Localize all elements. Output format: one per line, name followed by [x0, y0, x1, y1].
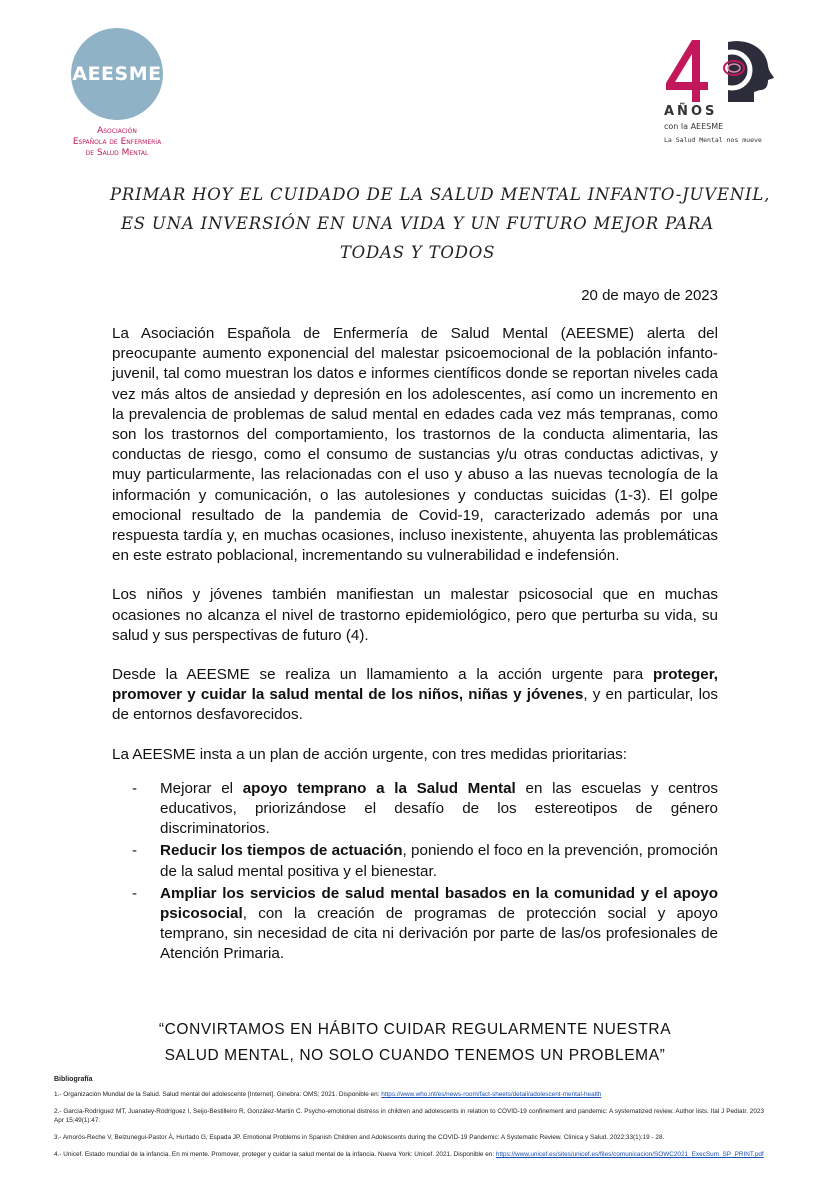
aeesme-logo-abbr: AEESME: [72, 63, 162, 85]
paragraph-1: La Asociación Española de Enfermería de Salud Mental (AEESME) alerta del preocupante aumento exponencial del malestar psicoemocional de la población infanto-juvenil, tal como muestran los datos e informes científicos donde se reportan niveles cada vez más altos de ansiedad y depresión en los adolescentes, así como un incremento en la prevalencia de problemas de salud mental en edades cada vez más tempranas, como son los trastornos del comportamiento, los trastornos de la conducta alimentaria, las conductas de riesgo, como el consumo de sustancias y/u otras conductas adictivas, y muy particularmente, las relacionadas con el uso y abuso a las nuevas tecnología de la información y comunicación, o las autolesiones y conductas suicidas (1-3). El golpe emocional resultado de la pandemia de Covid-19, caracterizado además por una respuesta tardía y, en muchas ocasiones, incluso inexistente, ahuyenta las problemáticas en este estrato poblacional, incrementando su vulnerabilidad e indefensión.: [112, 325, 718, 565]
document-date: 20 de mayo de 2023: [581, 287, 718, 304]
measure-text-post: , con la creación de programas de protección social y apoyo temprano, sin necesidad de cita ni derivación por parte de las/os profesionales de Atención Primaria.: [160, 905, 718, 963]
anniversary-logo: [662, 36, 782, 156]
paragraph-2: Los niños y jóvenes también manifiestan un malestar psicosocial que en muchas ocasiones no alcanza el nivel de trastorno epidemiológico, pero que perturba su vida, su salud y sus perspectivas de futuro (4).: [112, 586, 718, 644]
reference-item: [54, 1151, 764, 1159]
list-item: [112, 779, 718, 840]
paragraph-3-emphasis: proteger, promover y cuidar la salud mental de los niños, niñas y jóvenes: [112, 666, 718, 704]
bullet-dash: -: [132, 779, 138, 797]
reference-text: 2.- García-Rodríguez MT, Juanatey-Rodríguez I, Seijo-Bestilleiro R, González-Martin C. Psycho-emotional distress in children and adolescents in relation to COVID-19 confinement and pandemic: A systematized review. Author lists. Ital J Pediatr. 2023 Apr 15;49(1):47.: [54, 1108, 764, 1124]
bullet-dash: -: [132, 884, 138, 902]
paragraph-3-text-c: , y en particular, los de entornos desfavorecidos.: [112, 686, 718, 724]
reference-item: [54, 1108, 764, 1124]
aeesme-logo-line1: Asociación: [97, 126, 137, 136]
reference-item: [54, 1134, 764, 1142]
title-line-1: PRIMAR HOY EL CUIDADO DE LA SALUD MENTAL INFANTO-JUVENIL,: [110, 185, 771, 204]
title-line-2: ES UNA INVERSIÓN EN UNA VIDA Y UN FUTURO MEJOR PARA: [120, 214, 715, 233]
document-body: [112, 324, 718, 984]
anniversary-years: AÑOS: [664, 104, 718, 119]
aeesme-logo-name: [62, 126, 172, 159]
bibliography-heading: Bibliografía: [54, 1076, 93, 1083]
reference-link[interactable]: https://www.who.int/es/news-room/fact-sheets/detail/adolescent-mental-health: [381, 1091, 602, 1099]
bullet-dash: -: [132, 842, 138, 860]
reference-text: 3.- Amorós-Reche V, Belzunegui-Pastor À, Hurtado G, Espada JP. Emotional Problems in Spanish Children and Adolescents during the COVID-19 Pandemic: A Systematic Review. Clínica y Salud. 2022;33(1):19 - 28.: [54, 1133, 665, 1141]
list-item: [112, 841, 718, 881]
anniversary-tagline: La Salud Mental nos mueve: [664, 136, 762, 144]
paragraph-4: La AEESME insta a un plan de acción urgente, con tres medidas prioritarias:: [112, 745, 627, 763]
reference-text: 4.- Unicef. Estado mundial de la infancia. En mi mente. Promover, proteger y cuidar la salud mental de la infancia. Nueva York: Unicef. 2021. Disponible en:: [54, 1151, 496, 1159]
measure-text-pre: Mejorar el: [160, 779, 243, 797]
aeesme-logo-circle: [71, 28, 163, 120]
aeesme-logo-line2: Española de Enfermería: [72, 137, 162, 147]
measure-emphasis: Ampliar los servicios de salud mental basados en la comunidad y el apoyo psicosocial: [160, 884, 718, 923]
anniversary-with: con la AEESME: [664, 122, 724, 131]
anniversary-40-graphic: [662, 36, 782, 106]
aeesme-logo: [62, 28, 172, 159]
list-item: [112, 884, 718, 965]
closing-quote: [112, 1017, 718, 1069]
paragraph-3-text-a: Desde la AEESME se realiza un llamamiento a la acción urgente para: [112, 666, 654, 684]
measure-emphasis: Reducir los tiempos de actuación: [160, 842, 403, 860]
title-line-3: TODAS Y TODOS: [339, 243, 496, 262]
measure-emphasis: apoyo temprano a la Salud Mental: [242, 779, 516, 797]
quote-line-2: SALUD MENTAL, NO SOLO CUANDO TENEMOS UN PROBLEMA”: [164, 1047, 666, 1064]
document-title: [110, 180, 771, 267]
measure-text-post: en las escuelas y centros educativos, priorizándose el desafío de los estereotipos de género discriminatorios.: [160, 779, 718, 838]
paragraph-3: [112, 665, 718, 726]
bibliography: [54, 1076, 764, 1168]
quote-line-1: “CONVIRTAMOS EN HÁBITO CUIDAR REGULARMENTE NUESTRA: [158, 1021, 672, 1038]
measures-list: [112, 779, 718, 965]
aeesme-logo-line3: de Salud Mental: [85, 148, 149, 158]
measure-text-post: , poniendo el foco en la prevención, promoción de la salud mental positiva y el bienestar.: [160, 842, 718, 880]
reference-text: 1.- Organización Mundial de la Salud. Salud mental del adolescente [Internet]. Ginebra: OMS; 2021. Disponible en:: [54, 1091, 382, 1099]
reference-link[interactable]: https://www.unicef.es/sites/unicef.es/files/comunicacion/SOWC2021_ExecSum_SP_PRINT.pdf: [495, 1151, 764, 1159]
reference-item: [54, 1091, 764, 1099]
